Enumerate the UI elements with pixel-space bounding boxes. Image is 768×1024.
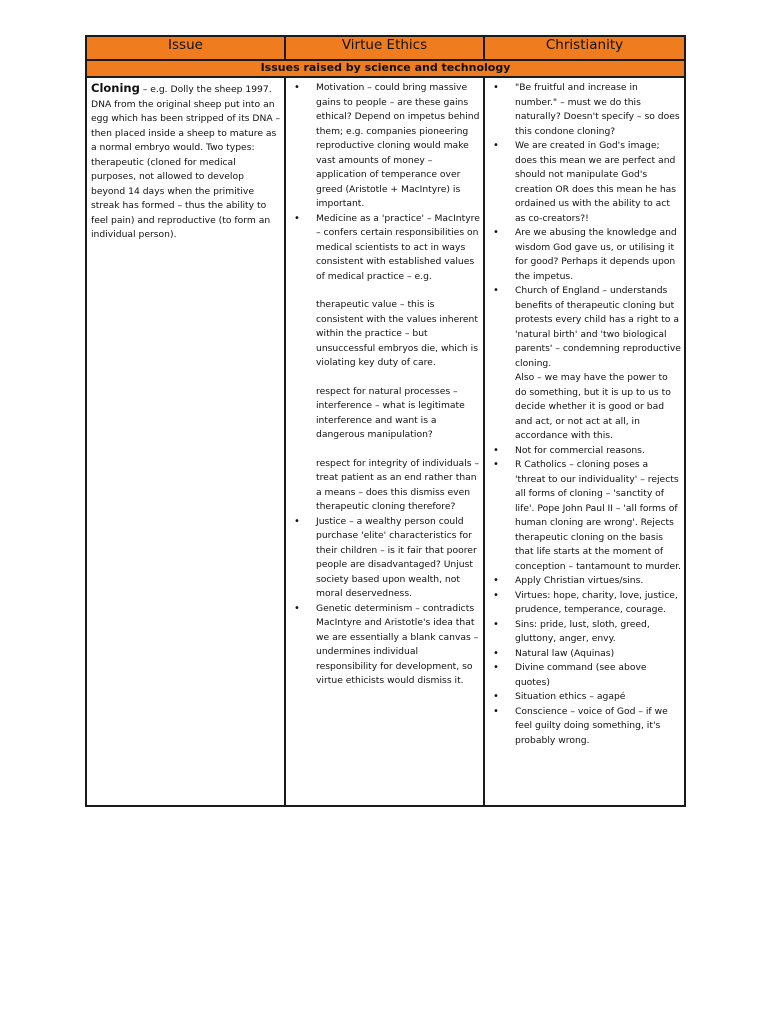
issue-cell	[86, 77, 285, 806]
list-item: • Situation ethics – agapé	[489, 690, 681, 705]
list-item: • Are we abusing the knowledge and wisdom God gave us, or utilising it for good? Perhaps it depends upon the impetus.	[489, 226, 681, 284]
list-item: • Not for commercial reasons.	[489, 444, 681, 459]
virtue-ethics-cell	[285, 77, 484, 806]
list-item: respect for integrity of individuals – treat patient as an end rather than a means – does this dismiss even therapeutic cloning therefore?	[316, 457, 480, 512]
virtue-ethics-list	[290, 81, 480, 689]
header-virtue-ethics: Virtue Ethics	[285, 36, 484, 60]
list-item: • Divine command (see above quotes)	[489, 661, 681, 690]
subheader-science-technology: Issues raised by science and technology	[86, 60, 685, 77]
header-row	[86, 36, 685, 60]
issue-description: – e.g. Dolly the sheep 1997. DNA from the original sheep put into an egg which has been stripped of its DNA – then placed inside a sheep to mature as a normal embryo would. Two types: therapeutic (cloned for medical purposes, not allowed to develop beyond 14 days when the primitive streak has formed – thus the ability to feel pain) and reproductive (to form an individual person).	[91, 84, 281, 240]
list-item: • Sins: pride, lust, sloth, greed, gluttony, anger, envy.	[489, 618, 681, 647]
content-row	[86, 77, 685, 806]
christianity-list	[489, 81, 681, 748]
list-item: • We are created in God's image; does this mean we are perfect and should not manipulate God's creation OR does this mean he has ordained us with the ability to act as co-creators?!	[489, 139, 681, 226]
subheader-row	[86, 60, 685, 77]
christianity-cell	[484, 77, 685, 806]
header-issue: Issue	[86, 36, 285, 60]
list-item: • Apply Christian virtues/sins.	[489, 574, 681, 589]
list-item: • "Be fruitful and increase in number." – must we do this naturally? Doesn't specify – so does this condone cloning?	[489, 81, 681, 139]
list-item: • Natural law (Aquinas)	[489, 647, 681, 662]
list-item: • Motivation – could bring massive gains to people – are these gains ethical? Depend on impetus behind them; e.g. companies pioneering reproductive cloning would make vast amounts of money – application of temperance over greed (Aristotle + MacIntyre) is important.	[290, 81, 480, 212]
list-item: • R Catholics – cloning poses a 'threat to our individuality' – rejects all forms of cloning – 'sanctity of life'. Pope John Paul II – 'all forms of human cloning are wrong'. Rejects therapeutic cloning on the basis that life starts at the moment of conception – tantamount to murder.	[489, 458, 681, 574]
list-item: therapeutic value – this is consistent with the values inherent within the practice – but unsuccessful embryos die, which is violating key duty of care.	[316, 299, 478, 368]
list-item: respect for natural processes – interference – what is legitimate interference and want is a dangerous manipulation?	[316, 385, 465, 440]
ethics-table	[85, 35, 686, 807]
list-item: • Justice – a wealthy person could purchase 'elite' characteristics for their children – is it fair that poorer people are disadvantaged? Unjust society based upon wealth, not moral deservedness.	[290, 515, 480, 602]
list-item: • Genetic determinism – contradicts MacIntyre and Aristotle's idea that we are essentially a blank canvas – undermines individual responsibility for development, so virtue ethicists would dismiss it.	[290, 602, 480, 689]
issue-title: Cloning	[91, 81, 140, 95]
list-item: • Church of England – understands benefits of therapeutic cloning but protests every child has a right to a 'natural birth' and 'two biological parents' – condemning reproductive cloning.	[489, 284, 681, 371]
header-christianity: Christianity	[484, 36, 685, 60]
list-item: Also – we may have the power to do something, but it is up to us to decide whether it is good or bad and act, or not act at all, in accordance with this.	[515, 372, 671, 441]
list-item: • Virtues: hope, charity, love, justice, prudence, temperance, courage.	[489, 589, 681, 618]
list-item: • Medicine as a 'practice' – MacIntyre – confers certain responsibilities on medical scientists to act in ways consistent with established values of medical practice – e.g.	[290, 212, 480, 285]
list-item: • Conscience – voice of God – if we feel guilty doing something, it's probably wrong.	[489, 705, 681, 749]
